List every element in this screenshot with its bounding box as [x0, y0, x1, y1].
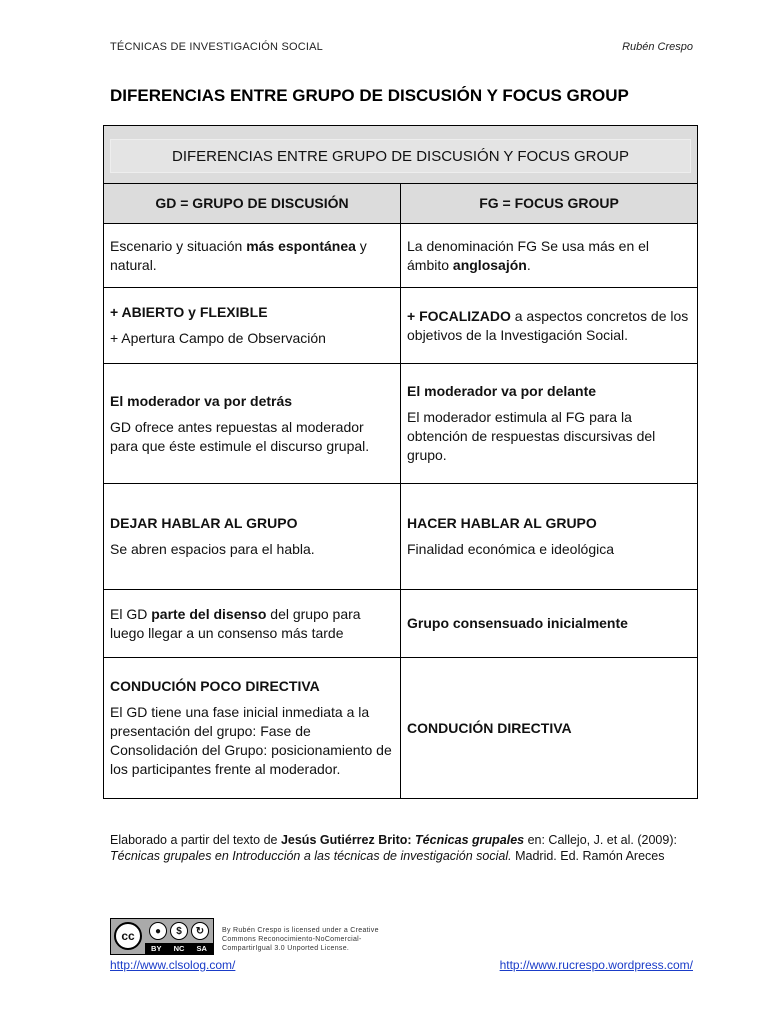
table-header-row	[104, 184, 698, 224]
cell-gd-dejar-hablar	[104, 484, 401, 590]
source-credit	[110, 832, 700, 864]
cell-emphasis: anglosajón	[452, 256, 527, 273]
attribution-icon: ●	[149, 922, 167, 940]
cell-text: y natural.	[110, 237, 367, 273]
table-banner-cell	[104, 126, 698, 184]
cell-fg-conducion	[401, 658, 698, 799]
table-row	[104, 224, 698, 288]
cell-text: Finalidad económica e ideológica	[407, 541, 615, 557]
badge-by-label: BY	[151, 944, 162, 953]
cell-fg-moderador	[401, 364, 698, 484]
cell-emphasis: más espontánea	[246, 237, 356, 254]
credit-text: en: Callejo, J. et al. (2009):	[524, 833, 677, 847]
blog-link-clsolog[interactable]: http://www.clsolog.com/	[110, 958, 236, 972]
cell-heading: El moderador va por delante	[407, 383, 597, 399]
cell-text: del grupo para luego llegar a un consenso más tarde	[110, 605, 361, 641]
cell-text: El moderador estimula al FG para la obtención de respuestas discursivas del grupo.	[407, 409, 656, 463]
table-row	[104, 288, 698, 364]
cell-text: El GD	[110, 605, 152, 622]
cell-text: a aspectos concretos de los objetivos de la Investigación Social.	[407, 307, 689, 343]
license-terms-strip	[145, 943, 213, 954]
cell-emphasis: + FOCALIZADO	[407, 307, 511, 324]
cell-fg-consensuado	[401, 590, 698, 658]
badge-nc-label: NC	[173, 944, 185, 953]
cell-heading: El moderador va por detrás	[110, 392, 293, 409]
cell-text: La denominación FG Se usa más en el ámbito	[407, 237, 650, 273]
table-row	[104, 484, 698, 590]
cell-gd-abierto	[104, 288, 401, 364]
cell-text: + Apertura Campo de Observación	[110, 330, 326, 346]
document-title: DIFERENCIAS ENTRE GRUPO DE DISCUSIÓN Y FOCUS GROUP	[110, 86, 629, 105]
noncommercial-icon: $	[170, 922, 188, 940]
cell-gd-conducion	[104, 658, 401, 799]
comparison-table	[103, 125, 698, 799]
running-header-author: Rubén Crespo	[622, 41, 693, 53]
cell-fg-denominacion	[401, 224, 698, 288]
cell-text: El GD tiene una fase inicial inmediata a la presentación del grupo: Fase de Consolidación del Grupo: posicionamiento de los participantes frente al moderador.	[110, 704, 392, 777]
cell-gd-disenso	[104, 590, 401, 658]
cell-fg-hacer-hablar	[401, 484, 698, 590]
cell-heading: Grupo consensuado inicialmente	[407, 615, 628, 631]
cell-heading: CONDUCIÓN POCO DIRECTIVA	[110, 678, 320, 694]
table-banner: DIFERENCIAS ENTRE GRUPO DE DISCUSIÓN Y FOCUS GROUP	[110, 139, 691, 173]
table-row	[104, 590, 698, 658]
credit-publisher: Madrid. Ed. Ramón Areces	[511, 849, 665, 863]
credit-author: Jesús Gutiérrez Brito:	[280, 833, 416, 847]
cell-emphasis: parte del disenso	[151, 605, 267, 622]
cell-heading: HACER HABLAR AL GRUPO	[407, 515, 597, 531]
cell-text: GD ofrece antes repuestas al moderador para que éste estimule el discurso grupal.	[110, 418, 370, 454]
license-statement: By Rubén Crespo is licensed under a Creative Commons Reconocimiento-NoComercial-CompartirIgual 3.0 Unported License.	[222, 927, 379, 952]
cell-text: Se abren espacios para el habla.	[110, 541, 315, 557]
column-header-gd: GD = GRUPO DE DISCUSIÓN	[104, 184, 401, 224]
table-row	[104, 364, 698, 484]
table-banner-row	[104, 126, 698, 184]
running-header-left: TÉCNICAS DE INVESTIGACIÓN SOCIAL	[110, 41, 323, 53]
badge-sa-label: SA	[196, 944, 207, 953]
cell-heading: CONDUCIÓN DIRECTIVA	[407, 719, 572, 736]
creative-commons-badge[interactable]	[110, 918, 214, 955]
sharealike-icon: ↻	[191, 922, 209, 940]
cell-heading: DEJAR HABLAR AL GRUPO	[110, 515, 298, 531]
cell-heading: + ABIERTO y FLEXIBLE	[110, 304, 268, 320]
credit-book-title: Técnicas grupales en Introducción a las técnicas de investigación social.	[110, 849, 512, 863]
cell-fg-focalizado	[401, 288, 698, 364]
cell-gd-escenario	[104, 224, 401, 288]
cell-text: .	[526, 256, 531, 273]
blog-link-rucrespo[interactable]: http://www.rucrespo.wordpress.com/	[499, 958, 693, 972]
cell-gd-moderador	[104, 364, 401, 484]
credit-work-title: Técnicas grupales	[415, 833, 525, 847]
table-row	[104, 658, 698, 799]
column-header-fg: FG = FOCUS GROUP	[401, 184, 698, 224]
cell-text: Escenario y situación	[110, 237, 247, 254]
credit-text: Elaborado a partir del texto de	[110, 833, 281, 847]
cc-logo-icon: cc	[114, 922, 142, 950]
